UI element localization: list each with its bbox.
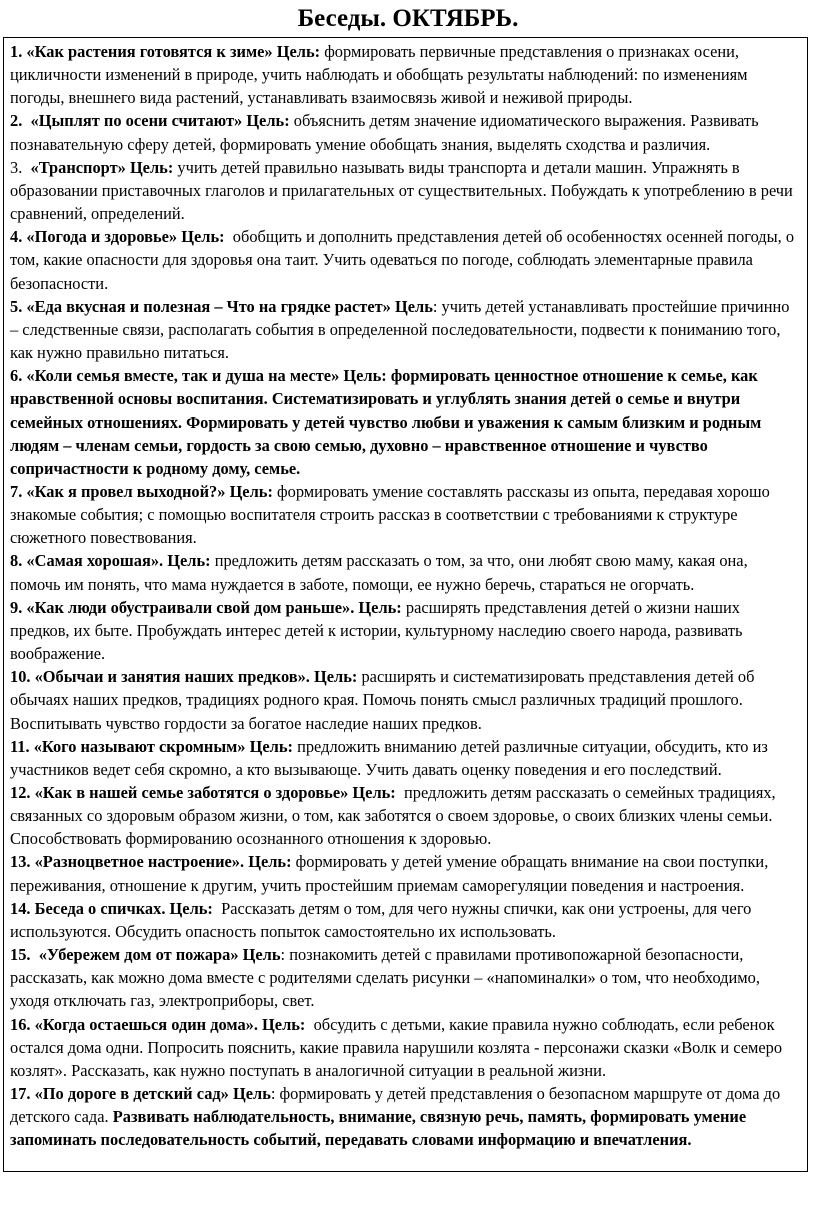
entry-title: «Как растения готовятся к зиме» [26, 42, 273, 61]
goal-label: Цель: [169, 898, 213, 918]
entry-number: 15. [10, 945, 31, 965]
entry-title: «Убережем дом от пожара» [38, 945, 239, 965]
entry-number: 8. [10, 551, 23, 571]
entry-description: : учить детей устанавливать простейшие причинно – следственные связи, располагать события в определенной последовательности, подвести к пониманию того, как нужно правильно питаться. [10, 296, 790, 363]
entry-number: 3. [10, 157, 23, 177]
entry-2 [10, 109, 801, 155]
entry-description: предложить детям рассказать о семейных традициях, связанных со здоровым образом жизни, о том, как заботятся о своем здоровье, о своих близких члены семьи. Способствовать формированию осознанного отношения к здоровью. [10, 783, 776, 849]
entry-number: 7. [10, 481, 23, 501]
entry-1 [10, 40, 801, 109]
entry-number: 17. [10, 1084, 31, 1104]
entry-7 [10, 480, 801, 549]
entry-title: «Когда остаешься один дома». [34, 1014, 258, 1034]
entry-number: 1. [10, 42, 23, 61]
entry-12 [10, 781, 801, 850]
entry-11 [10, 735, 801, 781]
entry-10 [10, 665, 801, 734]
entry-title: «Разноцветное настроение». [34, 852, 245, 872]
entry-3 [10, 156, 801, 225]
entry-number: 2. [10, 111, 23, 131]
entry-number: 13. [10, 852, 31, 872]
entry-title: «Еда вкусная и полезная – Что на грядке растет» [26, 296, 391, 316]
entry-title: «Погода и здоровье» [26, 227, 178, 247]
goal-label: Цель: [229, 481, 273, 501]
goal-label: Цель: [249, 736, 293, 756]
entry-description: расширять и систематизировать представления детей об обычаях наших предков, традициях родного края. Помочь понять смысл различных традиций прошлого. Воспитывать чувство гордости за богатое наследие наших предков. [10, 667, 755, 733]
entry-description: учить детей правильно называть виды транспорта и детали машин. Упражнять в образовании приставочных глаголов и прилагательных от существительных. Побуждать к употреблению в речи сравнений, определений. [10, 157, 793, 224]
entry-number: 16. [10, 1014, 31, 1034]
entry-title: «Самая хорошая». [26, 551, 164, 571]
entry-8 [10, 549, 801, 595]
goal-label: Цель [232, 1084, 271, 1104]
entry-17 [10, 1082, 801, 1151]
goal-label: Цель: [343, 366, 387, 386]
entry-15 [10, 943, 801, 1012]
entry-description: расширять представления детей о жизни наших предков, их быте. Пробуждать интерес детей к истории, культурному наследию своего народа, развивать воображение. [10, 597, 743, 664]
entry-title: «Как в нашей семье заботятся о здоровье» [34, 783, 349, 802]
entry-title: «Коли семья вместе, так и душа на месте» [26, 366, 340, 386]
entry-number: 10. [10, 667, 31, 687]
goal-label: Цель [394, 296, 433, 316]
entry-title: «Цыплят по осени считают» [30, 111, 243, 131]
entry-description: формировать первичные представления о признаках осени, цикличности изменений в природе, учить наблюдать и обобщать результаты наблюдений: по изменениям погоды, внешнего вида растений, устанавливать взаимосвязь живой и неживой природы. [10, 42, 748, 108]
entry-description-part: Развивать наблюдательность, внимание, связную речь, память, формировать умение запоминать последовательность событий, передавать словами информацию и впечатления. [10, 1107, 747, 1150]
entry-number: 9. [10, 597, 23, 617]
entry-5 [10, 295, 801, 364]
goal-label: Цель [242, 945, 281, 965]
entry-number: 6. [10, 366, 23, 386]
entry-number: 5. [10, 296, 23, 316]
entry-16 [10, 1013, 801, 1082]
entry-description: формировать ценностное отношение к семье, как нравственной основы воспитания. Систематизировать и углублять знания детей о семье и внутри семейных отношениях. Формировать у детей чувство любви и уважения к самым близким и родным людям – членам семьи, гордость за свою семью, духовно – нравственное отношение и чувство сопричастности к родному дому, семье. [10, 366, 762, 478]
entry-description: обсудить с детьми, какие правила нужно соблюдать, если ребенок остался дома одни. Попросить пояснить, какие правила нарушили козлята - персонажи сказки «Волк и семеро козлят». Рассказать, как нужно поступать в аналогичной ситуации в реальной жизни. [10, 1014, 783, 1080]
goal-label: Цель: [246, 111, 290, 131]
entry-number: 12. [10, 783, 31, 802]
entry-description: обобщить и дополнить представления детей об особенностях осенней погоды, о том, какие опасности для здоровья она таит. Учить одеваться по погоде, соблюдать элементарные правила безопасности. [10, 227, 795, 293]
entry-description: предложить детям рассказать о том, за что, они любят свою маму, какая она, помочь им понять, что мама нуждается в заботе, помощи, ее нужно беречь, стараться не огорчать. [10, 551, 748, 594]
entry-6 [10, 364, 801, 480]
entry-9 [10, 596, 801, 665]
goal-label: Цель: [276, 42, 321, 61]
entry-title: «Кого называют скромным» [33, 736, 246, 756]
entry-number: 4. [10, 227, 23, 247]
goal-label: Цель: [181, 227, 225, 247]
entry-description: Рассказать детям о том, для чего нужны спички, как они устроены, для чего используются. Обсудить опасность попыток самостоятельно их использовать. [10, 898, 752, 941]
entry-title: «Обычаи и занятия наших предков». [34, 667, 310, 687]
entry-number: 14. [10, 898, 31, 918]
entry-13 [10, 850, 801, 896]
entry-title: Беседа о спичках. [34, 898, 166, 918]
entry-description: формировать у детей умение обращать внимание на свои поступки, переживания, отношение к другим, учить простейшим приемам саморегуляции поведения и настроения. [10, 852, 769, 895]
goal-label: Цель: [314, 667, 358, 687]
page-title: Беседы. ОКТЯБРЬ. [297, 5, 519, 32]
entry-title: «По дороге в детский сад» [34, 1084, 229, 1104]
goal-label: Цель: [358, 597, 402, 617]
goal-label: Цель: [167, 551, 211, 571]
entry-description-part: : формировать у детей представления о безопасном маршруте от дома до детского сада. [10, 1084, 781, 1127]
conversations-list-frame [3, 37, 808, 1172]
entry-title: «Как люди обустраивали свой дом раньше». [26, 597, 355, 617]
goal-label: Цель: [352, 783, 396, 802]
entry-number: 11. [10, 736, 30, 756]
entry-description: формировать умение составлять рассказы из опыта, передавая хорошо знакомые события; с помощью воспитателя строить рассказ в соответствии с требованиями к структуре сюжетного повествования. [10, 481, 770, 548]
entry-4 [10, 225, 801, 294]
entry-description: предложить вниманию детей различные ситуации, обсудить, кто из участников ведет себя скромно, а кто вызывающе. Учить давать оценку поведения и его последствий. [10, 736, 768, 779]
entry-title: «Транспорт» [30, 157, 126, 177]
goal-label: Цель: [248, 852, 292, 872]
goal-label: Цель: [262, 1014, 306, 1034]
entry-title: «Как я провел выходной?» [26, 481, 226, 501]
entry-description: объяснить детям значение идиоматического выражения. Развивать познавательную сферу детей, формировать умение обобщать знания, выделять сходства и различия. [10, 111, 759, 154]
entry-14 [10, 897, 801, 943]
goal-label: Цель: [129, 157, 174, 177]
entry-description: : познакомить детей с правилами противопожарной безопасности, рассказать, как можно дома вместе с родителями сделать рисунки – «напоминалки» о том, что необходимо, уходя отключать газ, электроприборы, свет. [10, 945, 760, 1011]
